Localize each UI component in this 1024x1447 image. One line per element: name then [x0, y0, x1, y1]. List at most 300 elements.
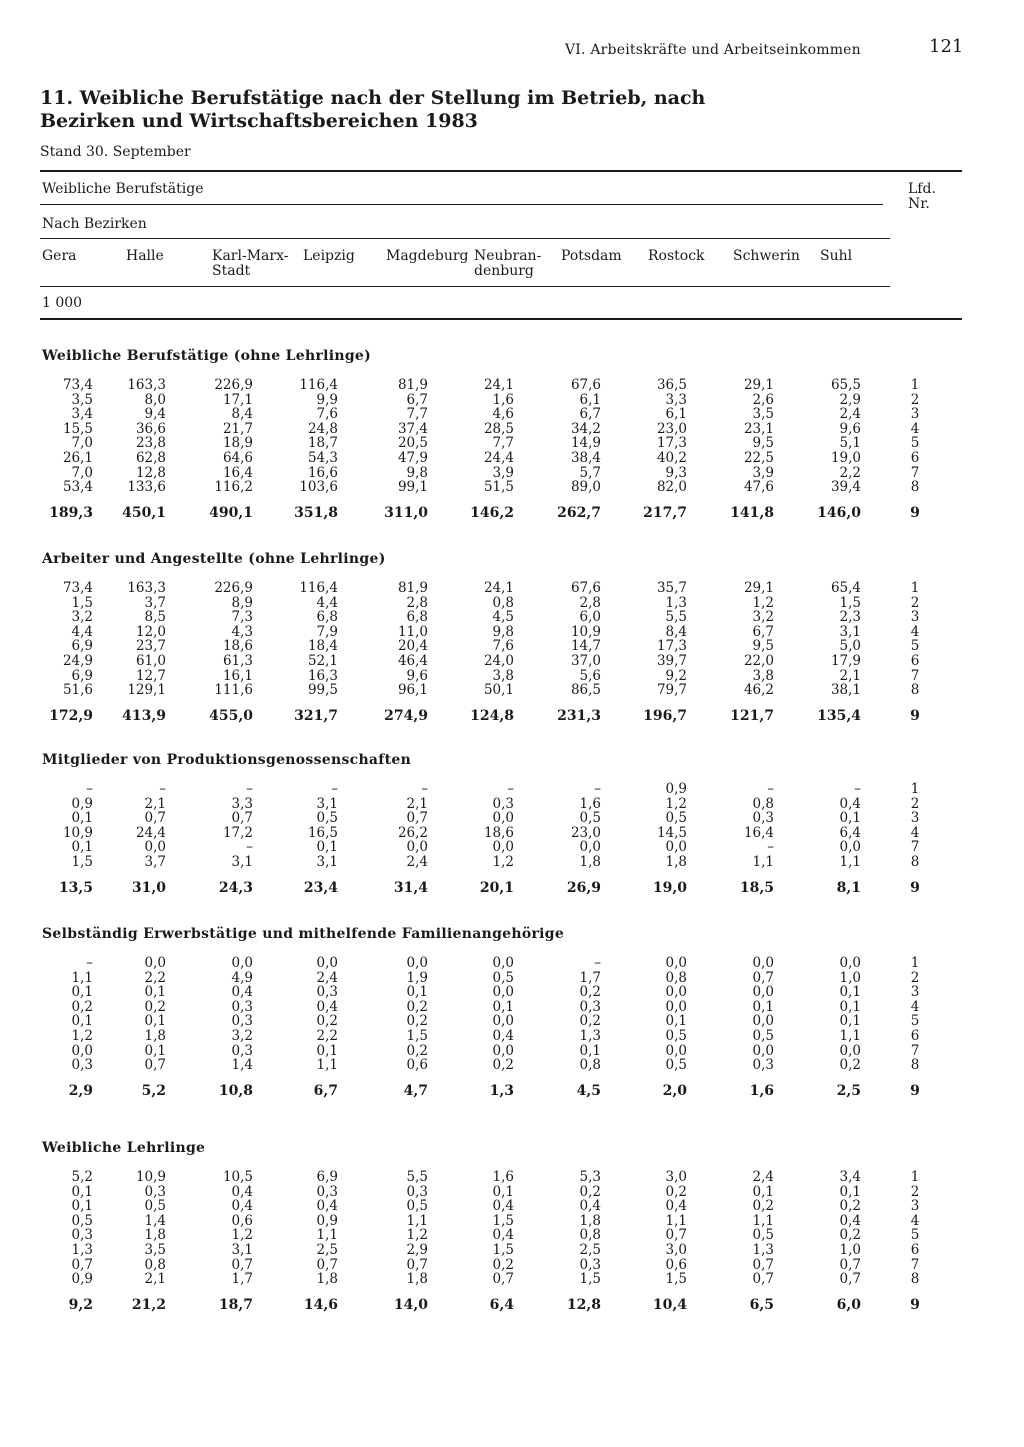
cell-magdeburg: 1,5 — [406, 1028, 428, 1044]
cell-gera: 73,4 — [62, 580, 93, 596]
cell-rostock: 0,0 — [665, 1042, 687, 1059]
cell-karl-marx-stadt: 21,7 — [222, 420, 253, 437]
cell-rostock: 0,0 — [665, 998, 687, 1015]
cell-potsdam: 34,2 — [570, 420, 601, 437]
section-title: Arbeiter und Angestellte (ohne Lehrlinge) — [42, 551, 386, 567]
table-row — [0, 1058, 1024, 1073]
cell-karl-marx-stadt: 61,3 — [222, 653, 253, 669]
cell-karl-marx-stadt: 111,6 — [214, 682, 253, 699]
cell-rostock: 0,8 — [665, 969, 687, 986]
cell-leipzig: 7,6 — [316, 406, 338, 423]
cell-leipzig: 2,2 — [316, 1028, 338, 1044]
row-number: 7 — [910, 464, 920, 481]
cell-schwerin: 6,5 — [749, 1297, 774, 1314]
row-number: 4 — [910, 824, 920, 841]
cell-neubrandenburg: 24,0 — [483, 653, 514, 669]
cell-karl-marx-stadt: 3,1 — [231, 854, 253, 870]
cell-leipzig: 0,5 — [316, 810, 338, 827]
cell-rostock: 196,7 — [643, 708, 687, 725]
cell-rostock: 8,4 — [665, 623, 687, 640]
cell-potsdam: 67,6 — [570, 377, 601, 393]
cell-magdeburg: 47,9 — [397, 450, 428, 466]
cell-halle: 3,7 — [144, 594, 166, 611]
cell-leipzig: 52,1 — [307, 653, 338, 669]
cell-neubrandenburg: 0,5 — [492, 969, 514, 986]
cell-potsdam: 10,9 — [570, 623, 601, 640]
cell-karl-marx-stadt: 0,3 — [231, 998, 253, 1015]
cell-gera: 0,7 — [71, 1256, 93, 1273]
cell-karl-marx-stadt: 226,9 — [214, 580, 253, 596]
cell-halle: 12,8 — [135, 464, 166, 481]
table-row — [0, 654, 1024, 669]
cell-potsdam: 231,3 — [557, 708, 601, 725]
cell-magdeburg: 1,2 — [406, 1227, 428, 1244]
table-row — [0, 855, 1024, 870]
cell-potsdam: 14,9 — [570, 435, 601, 452]
cell-gera: 1,5 — [71, 854, 93, 870]
column-header-neubrandenburg: Neubran- denburg — [474, 248, 542, 279]
cell-leipzig: 16,3 — [307, 667, 338, 684]
cell-schwerin: 18,5 — [739, 880, 774, 896]
cell-suhl: 0,2 — [839, 1198, 861, 1215]
cell-potsdam: 1,8 — [579, 1212, 601, 1229]
cell-schwerin: 3,5 — [752, 406, 774, 423]
cell-rostock: 0,0 — [665, 984, 687, 1001]
cell-karl-marx-stadt: 8,4 — [231, 406, 253, 423]
cell-magdeburg: 81,9 — [397, 377, 428, 393]
cell-potsdam: 23,0 — [570, 824, 601, 841]
header-columns-rule — [40, 286, 890, 287]
cell-magdeburg: 0,2 — [406, 998, 428, 1015]
cell-karl-marx-stadt: – — [246, 781, 253, 797]
cell-suhl: 6,4 — [839, 824, 861, 841]
cell-suhl: 2,1 — [839, 667, 861, 684]
cell-suhl: 2,2 — [839, 464, 861, 481]
cell-halle: 12,0 — [135, 623, 166, 640]
row-number: 7 — [910, 1042, 920, 1059]
cell-suhl: 1,0 — [839, 969, 861, 986]
cell-gera: 73,4 — [62, 377, 93, 393]
cell-schwerin: 1,1 — [752, 1212, 774, 1229]
cell-halle: 133,6 — [127, 479, 166, 496]
cell-leipzig: 7,9 — [316, 623, 338, 640]
cell-halle: 450,1 — [122, 505, 166, 522]
lfd-nr-text: Lfd. Nr. — [908, 181, 936, 212]
cell-suhl: 2,5 — [836, 1083, 861, 1100]
cell-rostock: 0,7 — [665, 1227, 687, 1244]
cell-neubrandenburg: 1,2 — [492, 854, 514, 870]
cell-schwerin: 0,0 — [752, 1013, 774, 1030]
cell-rostock: 1,2 — [665, 795, 687, 812]
cell-rostock: 82,0 — [656, 479, 687, 496]
header-subgroup-label: Nach Bezirken — [42, 216, 147, 232]
cell-gera: 4,4 — [71, 623, 93, 640]
cell-halle: 0,0 — [144, 839, 166, 856]
cell-schwerin: 0,1 — [752, 1183, 774, 1200]
cell-potsdam: 1,8 — [579, 854, 601, 870]
row-number: 9 — [910, 708, 920, 725]
section-title: Mitglieder von Produktionsgenossenschaften — [42, 752, 412, 768]
cell-magdeburg: 1,9 — [406, 969, 428, 986]
column-header-leipzig: Leipzig — [303, 248, 355, 264]
cell-rostock: 10,4 — [652, 1297, 687, 1314]
cell-karl-marx-stadt: 0,3 — [231, 1042, 253, 1059]
cell-karl-marx-stadt: 3,1 — [231, 1242, 253, 1258]
cell-neubrandenburg: 50,1 — [483, 682, 514, 699]
cell-rostock: 19,0 — [652, 880, 687, 896]
row-number: 5 — [910, 1013, 920, 1030]
cell-potsdam: 1,3 — [579, 1028, 601, 1044]
cell-leipzig: 0,2 — [316, 1013, 338, 1030]
cell-schwerin: 3,2 — [752, 609, 774, 626]
total-row — [0, 506, 1024, 521]
cell-gera: 1,3 — [71, 1242, 93, 1258]
cell-gera: 7,0 — [71, 464, 93, 481]
cell-magdeburg: 37,4 — [397, 420, 428, 437]
cell-halle: 0,1 — [144, 1042, 166, 1059]
cell-leipzig: 0,1 — [316, 839, 338, 856]
cell-halle: 10,9 — [135, 1169, 166, 1185]
cell-gera: 3,2 — [71, 609, 93, 626]
row-number: 6 — [910, 653, 920, 669]
row-number: 8 — [910, 1271, 920, 1288]
cell-schwerin: 0,7 — [752, 1271, 774, 1288]
cell-potsdam: 0,8 — [579, 1057, 601, 1074]
cell-rostock: 17,3 — [656, 435, 687, 452]
cell-leipzig: 103,6 — [299, 479, 338, 496]
cell-potsdam: 262,7 — [557, 505, 601, 522]
cell-rostock: 3,0 — [665, 1242, 687, 1258]
cell-karl-marx-stadt: 455,0 — [209, 708, 253, 725]
cell-karl-marx-stadt: 64,6 — [222, 450, 253, 466]
cell-neubrandenburg: 4,6 — [492, 406, 514, 423]
cell-karl-marx-stadt: 4,9 — [231, 969, 253, 986]
cell-potsdam: 0,2 — [579, 1183, 601, 1200]
cell-potsdam: 89,0 — [570, 479, 601, 496]
table-row — [0, 1272, 1024, 1287]
cell-karl-marx-stadt: 3,3 — [231, 795, 253, 812]
cell-halle: 163,3 — [127, 580, 166, 596]
header-top-rule — [40, 170, 962, 172]
cell-karl-marx-stadt: 10,8 — [218, 1083, 253, 1100]
section-title: Weibliche Berufstätige (ohne Lehrlinge) — [42, 348, 372, 364]
cell-halle: 23,7 — [135, 638, 166, 655]
cell-halle: 21,2 — [131, 1297, 166, 1314]
cell-neubrandenburg: 7,6 — [492, 638, 514, 655]
cell-gera: 1,5 — [71, 594, 93, 611]
cell-gera: 0,1 — [71, 1183, 93, 1200]
cell-potsdam: 0,8 — [579, 1227, 601, 1244]
cell-schwerin: 0,8 — [752, 795, 774, 812]
cell-gera: 3,5 — [71, 391, 93, 408]
header-subgroup-rule — [40, 238, 890, 239]
row-number: 1 — [910, 580, 920, 596]
cell-leipzig: 24,8 — [307, 420, 338, 437]
cell-schwerin: 29,1 — [743, 580, 774, 596]
table-row — [0, 1170, 1024, 1185]
cell-magdeburg: 20,5 — [397, 435, 428, 452]
cell-rostock: 3,3 — [665, 391, 687, 408]
row-number: 7 — [910, 1256, 920, 1273]
cell-halle: – — [159, 781, 166, 797]
cell-magdeburg: 14,0 — [393, 1297, 428, 1314]
table-row — [0, 985, 1024, 1000]
cell-halle: 163,3 — [127, 377, 166, 393]
cell-halle: 2,1 — [144, 1271, 166, 1288]
cell-neubrandenburg: 1,6 — [492, 1169, 514, 1185]
cell-neubrandenburg: 0,0 — [492, 1013, 514, 1030]
cell-leipzig: 23,4 — [303, 880, 338, 896]
cell-schwerin: 9,5 — [752, 638, 774, 655]
row-number: 1 — [910, 781, 920, 797]
cell-neubrandenburg: 146,2 — [470, 505, 514, 522]
cell-suhl: 0,1 — [839, 1013, 861, 1030]
cell-rostock: 2,0 — [662, 1083, 687, 1100]
cell-magdeburg: 6,7 — [406, 391, 428, 408]
cell-schwerin: 0,0 — [752, 984, 774, 1001]
cell-suhl: 0,4 — [839, 795, 861, 812]
cell-potsdam: 0,0 — [579, 839, 601, 856]
cell-rostock: 1,3 — [665, 594, 687, 611]
cell-suhl: 2,9 — [839, 391, 861, 408]
cell-leipzig: 16,5 — [307, 824, 338, 841]
cell-magdeburg: 311,0 — [384, 505, 428, 522]
cell-leipzig: 1,8 — [316, 1271, 338, 1288]
row-number: 3 — [910, 406, 920, 423]
cell-halle: 0,0 — [144, 955, 166, 971]
cell-gera: 24,9 — [62, 653, 93, 669]
cell-leipzig: 0,3 — [316, 984, 338, 1001]
total-row — [0, 1298, 1024, 1313]
cell-halle: 129,1 — [127, 682, 166, 699]
cell-gera: 189,3 — [49, 505, 93, 522]
row-number: 9 — [910, 880, 920, 896]
cell-neubrandenburg: 1,5 — [492, 1212, 514, 1229]
cell-leipzig: 0,0 — [316, 955, 338, 971]
cell-karl-marx-stadt: 7,3 — [231, 609, 253, 626]
cell-leipzig: 3,1 — [316, 854, 338, 870]
cell-gera: 0,1 — [71, 1198, 93, 1215]
cell-neubrandenburg: 0,0 — [492, 955, 514, 971]
row-number: 8 — [910, 854, 920, 870]
row-number: 2 — [910, 1183, 920, 1200]
row-number: 8 — [910, 1057, 920, 1074]
cell-magdeburg: 0,0 — [406, 839, 428, 856]
cell-suhl: 8,1 — [836, 880, 861, 896]
cell-potsdam: 37,0 — [570, 653, 601, 669]
row-number: 1 — [910, 377, 920, 393]
table-row — [0, 1029, 1024, 1044]
row-number: 4 — [910, 1212, 920, 1229]
table-row — [0, 1243, 1024, 1258]
cell-schwerin: 121,7 — [730, 708, 774, 725]
cell-magdeburg: 81,9 — [397, 580, 428, 596]
cell-gera: 0,2 — [71, 998, 93, 1015]
cell-halle: 24,4 — [135, 824, 166, 841]
cell-neubrandenburg: 124,8 — [470, 708, 514, 725]
cell-magdeburg: 20,4 — [397, 638, 428, 655]
cell-leipzig: 6,9 — [316, 1169, 338, 1185]
cell-potsdam: 6,7 — [579, 406, 601, 423]
cell-gera: 13,5 — [58, 880, 93, 896]
cell-leipzig: 3,1 — [316, 795, 338, 812]
table-subtitle: Stand 30. September — [40, 144, 191, 160]
cell-leipzig: 6,8 — [316, 609, 338, 626]
cell-gera: 172,9 — [49, 708, 93, 725]
cell-karl-marx-stadt: 0,6 — [231, 1212, 253, 1229]
cell-suhl: – — [854, 781, 861, 797]
cell-potsdam: 1,6 — [579, 795, 601, 812]
cell-potsdam: 0,2 — [579, 1013, 601, 1030]
cell-rostock: 1,8 — [665, 854, 687, 870]
cell-suhl: 0,4 — [839, 1212, 861, 1229]
cell-suhl: 19,0 — [830, 450, 861, 466]
row-number: 3 — [910, 810, 920, 827]
cell-magdeburg: 0,2 — [406, 1013, 428, 1030]
cell-potsdam: 26,9 — [566, 880, 601, 896]
cell-leipzig: 2,4 — [316, 969, 338, 986]
cell-halle: 0,1 — [144, 1013, 166, 1030]
row-number: 5 — [910, 1227, 920, 1244]
cell-schwerin: 16,4 — [743, 824, 774, 841]
cell-halle: 0,3 — [144, 1183, 166, 1200]
column-header-rostock: Rostock — [648, 248, 705, 264]
cell-karl-marx-stadt: 0,4 — [231, 1183, 253, 1200]
cell-gera: 53,4 — [62, 479, 93, 496]
cell-neubrandenburg: 7,7 — [492, 435, 514, 452]
cell-schwerin: 23,1 — [743, 420, 774, 437]
cell-leipzig: 0,7 — [316, 1256, 338, 1273]
cell-suhl: 0,0 — [839, 839, 861, 856]
cell-leipzig: 0,4 — [316, 998, 338, 1015]
cell-halle: 3,5 — [144, 1242, 166, 1258]
cell-neubrandenburg: 0,2 — [492, 1256, 514, 1273]
cell-leipzig: 16,6 — [307, 464, 338, 481]
row-number: 2 — [910, 594, 920, 611]
cell-schwerin: 1,3 — [752, 1242, 774, 1258]
cell-gera: – — [86, 781, 93, 797]
cell-suhl: 9,6 — [839, 420, 861, 437]
cell-karl-marx-stadt: 0,7 — [231, 1256, 253, 1273]
cell-suhl: 1,0 — [839, 1242, 861, 1258]
cell-leipzig: 0,1 — [316, 1042, 338, 1059]
cell-halle: 2,2 — [144, 969, 166, 986]
cell-schwerin: 22,0 — [743, 653, 774, 669]
cell-schwerin: 1,6 — [749, 1083, 774, 1100]
total-row — [0, 1084, 1024, 1099]
cell-suhl: 39,4 — [830, 479, 861, 496]
row-number: 1 — [910, 1169, 920, 1185]
cell-suhl: 5,0 — [839, 638, 861, 655]
header-group-rule — [40, 204, 883, 205]
cell-magdeburg: 11,0 — [397, 623, 428, 640]
lfd-nr-label — [908, 182, 948, 212]
row-number: 2 — [910, 391, 920, 408]
table-row — [0, 956, 1024, 971]
cell-magdeburg: 31,4 — [393, 880, 428, 896]
cell-schwerin: 0,0 — [752, 955, 774, 971]
cell-karl-marx-stadt: 3,2 — [231, 1028, 253, 1044]
cell-gera: 7,0 — [71, 435, 93, 452]
cell-neubrandenburg: 3,8 — [492, 667, 514, 684]
column-header-magdeburg: Magdeburg — [386, 248, 469, 264]
cell-suhl: 2,3 — [839, 609, 861, 626]
cell-gera: 0,3 — [71, 1057, 93, 1074]
cell-magdeburg: 2,1 — [406, 795, 428, 812]
cell-gera: 2,9 — [68, 1083, 93, 1100]
cell-gera: 3,4 — [71, 406, 93, 423]
cell-magdeburg: 0,1 — [406, 984, 428, 1001]
cell-leipzig: 6,7 — [313, 1083, 338, 1100]
cell-karl-marx-stadt: 1,4 — [231, 1057, 253, 1074]
row-number: 8 — [910, 479, 920, 496]
cell-halle: 8,0 — [144, 391, 166, 408]
cell-rostock: 0,5 — [665, 1057, 687, 1074]
cell-halle: 0,8 — [144, 1256, 166, 1273]
row-number: 4 — [910, 623, 920, 640]
table-row — [0, 610, 1024, 625]
cell-leipzig: 18,7 — [307, 435, 338, 452]
column-header-gera: Gera — [42, 248, 77, 264]
cell-potsdam: 1,7 — [579, 969, 601, 986]
cell-schwerin: 46,2 — [743, 682, 774, 699]
cell-gera: 0,1 — [71, 1013, 93, 1030]
cell-rostock: 0,1 — [665, 1013, 687, 1030]
cell-suhl: 0,0 — [839, 955, 861, 971]
cell-gera: – — [86, 955, 93, 971]
cell-neubrandenburg: 20,1 — [479, 880, 514, 896]
cell-suhl: 17,9 — [830, 653, 861, 669]
cell-suhl: 6,0 — [836, 1297, 861, 1314]
cell-neubrandenburg: 51,5 — [483, 479, 514, 496]
cell-neubrandenburg: 6,4 — [489, 1297, 514, 1314]
cell-potsdam: 2,8 — [579, 594, 601, 611]
cell-rostock: 3,0 — [665, 1169, 687, 1185]
cell-magdeburg: 9,6 — [406, 667, 428, 684]
cell-karl-marx-stadt: 0,3 — [231, 1013, 253, 1030]
cell-potsdam: 5,6 — [579, 667, 601, 684]
cell-karl-marx-stadt: 116,2 — [214, 479, 253, 496]
cell-karl-marx-stadt: 490,1 — [209, 505, 253, 522]
cell-neubrandenburg: 0,1 — [492, 1183, 514, 1200]
cell-schwerin: – — [767, 839, 774, 856]
cell-suhl: 0,2 — [839, 1227, 861, 1244]
cell-halle: 23,8 — [135, 435, 166, 452]
cell-karl-marx-stadt: 0,4 — [231, 984, 253, 1001]
table-row — [0, 378, 1024, 393]
cell-schwerin: 9,5 — [752, 435, 774, 452]
row-number: 6 — [910, 1242, 920, 1258]
cell-karl-marx-stadt: 0,4 — [231, 1198, 253, 1215]
cell-potsdam: 4,5 — [576, 1083, 601, 1100]
cell-halle: 3,7 — [144, 854, 166, 870]
cell-halle: 8,5 — [144, 609, 166, 626]
row-number: 4 — [910, 998, 920, 1015]
cell-leipzig: 0,3 — [316, 1183, 338, 1200]
cell-karl-marx-stadt: 18,9 — [222, 435, 253, 452]
cell-suhl: 0,0 — [839, 1042, 861, 1059]
table-row — [0, 811, 1024, 826]
cell-magdeburg: 46,4 — [397, 653, 428, 669]
cell-potsdam: 2,5 — [579, 1242, 601, 1258]
cell-neubrandenburg: 9,8 — [492, 623, 514, 640]
cell-rostock: 0,2 — [665, 1183, 687, 1200]
row-number: 5 — [910, 435, 920, 452]
cell-suhl: 38,1 — [830, 682, 861, 699]
cell-gera: 26,1 — [62, 450, 93, 466]
cell-potsdam: 5,7 — [579, 464, 601, 481]
cell-schwerin: 0,2 — [752, 1198, 774, 1215]
